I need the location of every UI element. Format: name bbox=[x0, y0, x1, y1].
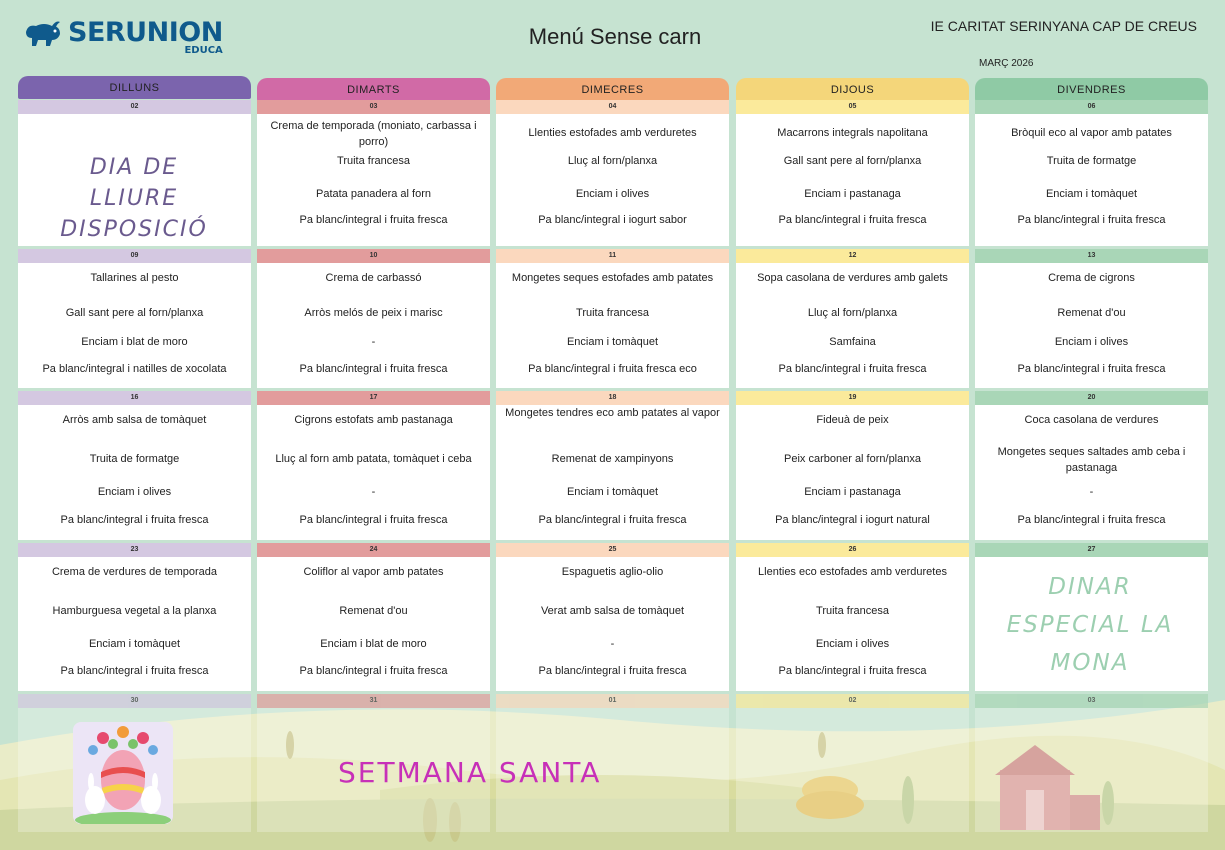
bull-icon bbox=[22, 18, 64, 50]
dessert: Pa blanc/integral i fruita fresca bbox=[60, 665, 209, 677]
first-course: Macarrons integrals napolitana bbox=[777, 127, 928, 139]
date-band: 26 bbox=[736, 543, 969, 557]
dessert: Pa blanc/integral i fruita fresca bbox=[1017, 514, 1166, 526]
menu-cell bbox=[975, 405, 1208, 540]
first-course: Llenties eco estofades amb verduretes bbox=[758, 566, 947, 578]
date-band: 25 bbox=[496, 543, 729, 557]
side-dish: Enciam i tomàquet bbox=[88, 638, 181, 650]
menu-cell bbox=[496, 114, 729, 246]
side-dish: Patata panadera al forn bbox=[316, 188, 431, 200]
day-header-dimecres: DIMECRES bbox=[496, 78, 729, 101]
first-course: Bròquil eco al vapor amb patates bbox=[1011, 127, 1172, 139]
second-course: Truita francesa bbox=[576, 307, 649, 319]
dessert: Pa blanc/integral i fruita fresca bbox=[299, 214, 448, 226]
menu-cell bbox=[736, 114, 969, 246]
side-dish: - bbox=[610, 638, 615, 650]
side-dish: Enciam i blat de moro bbox=[320, 638, 427, 650]
first-course: Llenties estofades amb verduretes bbox=[528, 127, 697, 139]
menu-cell bbox=[496, 405, 729, 540]
date-band: 13 bbox=[975, 249, 1208, 263]
menu-cell bbox=[496, 263, 729, 388]
second-course: Lluç al forn/planxa bbox=[567, 155, 658, 167]
date-band: 23 bbox=[18, 543, 251, 557]
first-course: Cigrons estofats amb pastanaga bbox=[294, 414, 453, 426]
dessert: Pa blanc/integral i fruita fresca bbox=[299, 665, 448, 677]
date-band: 02 bbox=[736, 694, 969, 708]
date-band: 09 bbox=[18, 249, 251, 263]
day-header-dilluns: DILLUNS bbox=[18, 76, 251, 99]
dessert: Pa blanc/integral i fruita fresca bbox=[778, 665, 927, 677]
dessert: Pa blanc/integral i iogurt natural bbox=[775, 514, 930, 526]
first-course: Crema de temporada (moniato, carbassa i porro) bbox=[270, 120, 477, 148]
date-band: 18 bbox=[496, 391, 729, 405]
dessert: Pa blanc/integral i fruita fresca bbox=[778, 214, 927, 226]
menu-cell bbox=[496, 557, 729, 691]
side-dish: - bbox=[371, 336, 376, 348]
menu-cell bbox=[736, 557, 969, 691]
special-day-note: DINAR ESPECIAL LA MONA bbox=[1006, 574, 1174, 676]
dessert: Pa blanc/integral i fruita fresca bbox=[778, 363, 927, 375]
second-course: Mongetes seques saltades amb ceba i pastanaga bbox=[997, 446, 1186, 474]
second-course: Gall sant pere al forn/planxa bbox=[65, 307, 204, 319]
dessert: Pa blanc/integral i fruita fresca bbox=[538, 665, 687, 677]
dessert: Pa blanc/integral i fruita fresca bbox=[299, 514, 448, 526]
date-band: 31 bbox=[257, 694, 490, 708]
menu-cell bbox=[18, 557, 251, 691]
menu-cell bbox=[257, 114, 490, 246]
side-dish: Enciam i olives bbox=[1054, 336, 1129, 348]
side-dish: Samfaina bbox=[829, 336, 876, 348]
logo-subtitle: EDUCA bbox=[184, 45, 223, 56]
serunion-logo bbox=[22, 18, 223, 56]
first-course: Mongetes seques estofades amb patates bbox=[511, 272, 714, 284]
date-band: 27 bbox=[975, 543, 1208, 557]
month-label: MARÇ 2026 bbox=[979, 58, 1034, 69]
first-course: Arròs amb salsa de tomàquet bbox=[62, 414, 207, 426]
first-course: Espaguetis aglio-olio bbox=[561, 566, 664, 578]
first-course: Crema de cigrons bbox=[1048, 272, 1135, 284]
menu-cell bbox=[975, 708, 1208, 832]
dessert: Pa blanc/integral i iogurt sabor bbox=[538, 214, 687, 226]
dessert: Pa blanc/integral i fruita fresca eco bbox=[528, 363, 697, 375]
easter-illustration bbox=[73, 722, 173, 824]
second-course: Truita francesa bbox=[337, 155, 410, 167]
side-dish: - bbox=[1089, 486, 1094, 498]
menu-cell bbox=[257, 263, 490, 388]
second-course: Lluç al forn/planxa bbox=[807, 307, 898, 319]
second-course: Truita francesa bbox=[816, 605, 889, 617]
side-dish: Enciam i tomàquet bbox=[1045, 188, 1138, 200]
menu-cell bbox=[736, 405, 969, 540]
dessert: Pa blanc/integral i fruita fresca bbox=[538, 514, 687, 526]
dessert: Pa blanc/integral i fruita fresca bbox=[1017, 363, 1166, 375]
date-band: 24 bbox=[257, 543, 490, 557]
first-course: Mongetes tendres eco amb patates al vapor bbox=[505, 407, 720, 419]
dessert: Pa blanc/integral i fruita fresca bbox=[1017, 214, 1166, 226]
side-dish: Enciam i blat de moro bbox=[81, 336, 188, 348]
first-course: Fideuà de peix bbox=[816, 414, 889, 426]
date-band: 12 bbox=[736, 249, 969, 263]
day-header-divendres: DIVENDRES bbox=[975, 78, 1208, 101]
first-course: Sopa casolana de verdures amb galets bbox=[757, 272, 948, 284]
second-course: Gall sant pere al forn/planxa bbox=[783, 155, 922, 167]
side-dish: Enciam i tomàquet bbox=[566, 336, 659, 348]
dessert: Pa blanc/integral i natilles de xocolata bbox=[42, 363, 227, 375]
side-dish: Enciam i olives bbox=[97, 486, 172, 498]
menu-cell bbox=[257, 557, 490, 691]
date-band: 04 bbox=[496, 100, 729, 114]
side-dish: - bbox=[371, 486, 376, 498]
date-band: 11 bbox=[496, 249, 729, 263]
second-course: Truita de formatge bbox=[1046, 155, 1137, 167]
side-dish: Enciam i olives bbox=[815, 638, 890, 650]
date-band: 06 bbox=[975, 100, 1208, 114]
dessert: Pa blanc/integral i fruita fresca bbox=[299, 363, 448, 375]
date-band: 30 bbox=[18, 694, 251, 708]
menu-cell bbox=[257, 405, 490, 540]
date-band: 05 bbox=[736, 100, 969, 114]
date-band: 01 bbox=[496, 694, 729, 708]
second-course: Remenat d'ou bbox=[339, 605, 408, 617]
side-dish: Enciam i pastanaga bbox=[804, 188, 901, 200]
holiday-banner: SETMANA SANTA bbox=[338, 756, 602, 789]
menu-cell bbox=[736, 263, 969, 388]
first-course: Crema de carbassó bbox=[325, 272, 422, 284]
second-course: Verat amb salsa de tomàquet bbox=[540, 605, 685, 617]
date-band: 19 bbox=[736, 391, 969, 405]
second-course: Arròs melós de peix i marisc bbox=[304, 307, 443, 319]
second-course: Truita de formatge bbox=[89, 453, 180, 465]
dessert: Pa blanc/integral i fruita fresca bbox=[60, 514, 209, 526]
menu-cell bbox=[975, 263, 1208, 388]
page-title: Menú Sense carn bbox=[528, 24, 702, 49]
menu-cell bbox=[18, 263, 251, 388]
date-band: 17 bbox=[257, 391, 490, 405]
first-course: Tallarines al pesto bbox=[90, 272, 179, 284]
date-band: 03 bbox=[975, 694, 1208, 708]
menu-cell bbox=[736, 708, 969, 832]
easter-egg-bunnies-icon bbox=[73, 722, 173, 824]
second-course: Remenat d'ou bbox=[1057, 307, 1126, 319]
first-course: Coca casolana de verdures bbox=[1024, 414, 1159, 426]
date-band: 03 bbox=[257, 100, 490, 114]
first-course: Coliflor al vapor amb patates bbox=[303, 566, 444, 578]
second-course: Hamburguesa vegetal a la planxa bbox=[52, 605, 217, 617]
menu-cell bbox=[18, 405, 251, 540]
special-day-note: DIA DE LLIURE DISPOSICIÓ bbox=[60, 155, 208, 242]
day-header-dijous: DIJOUS bbox=[736, 78, 969, 101]
first-course: Crema de verdures de temporada bbox=[51, 566, 218, 578]
date-band: 02 bbox=[18, 100, 251, 114]
side-dish: Enciam i pastanaga bbox=[804, 486, 901, 498]
second-course: Remenat de xampinyons bbox=[551, 453, 674, 465]
side-dish: Enciam i tomàquet bbox=[566, 486, 659, 498]
date-band: 10 bbox=[257, 249, 490, 263]
second-course: Peix carboner al forn/planxa bbox=[784, 453, 921, 465]
logo-name: SERUNION bbox=[68, 17, 223, 48]
school-name: IE CARITAT SERINYANA CAP DE CREUS bbox=[930, 18, 1197, 34]
second-course: Lluç al forn amb patata, tomàquet i ceba bbox=[275, 453, 472, 465]
menu-cell bbox=[975, 114, 1208, 246]
date-band: 20 bbox=[975, 391, 1208, 405]
day-header-dimarts: DIMARTS bbox=[257, 78, 490, 101]
date-band: 16 bbox=[18, 391, 251, 405]
side-dish: Enciam i olives bbox=[575, 188, 650, 200]
